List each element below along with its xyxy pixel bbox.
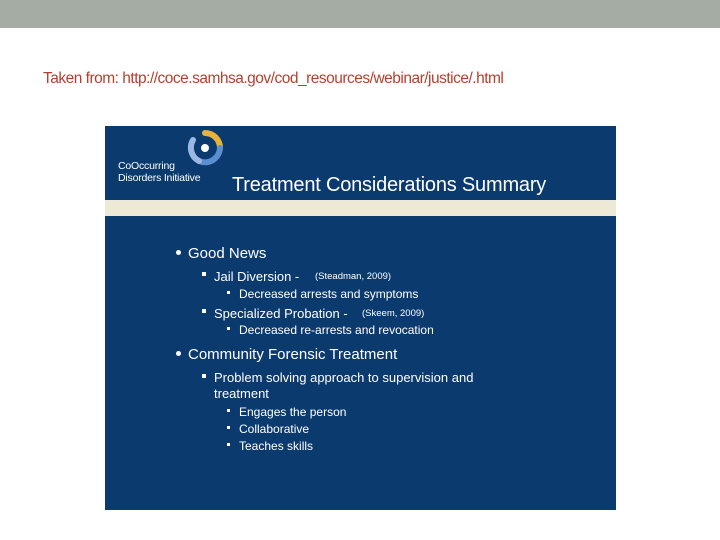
list-item-detail: Collaborative (239, 422, 310, 436)
bullet-square-small (227, 426, 230, 429)
source-caption: Taken from: http://coce.samhsa.gov/cod_resources/webinar/justice/.html (43, 70, 504, 87)
logo-line-2: Disorders Initiative (118, 172, 201, 184)
list-item-detail: Decreased re-arrests and revocation (239, 323, 434, 337)
list-item-detail: Decreased arrests and symptoms (239, 287, 419, 301)
slide-content (105, 216, 616, 510)
section-heading: Community Forensic Treatment (188, 346, 398, 363)
slide-header (105, 126, 616, 200)
citation: (Skeem, 2009) (362, 308, 425, 319)
top-bar (0, 0, 720, 28)
list-item-detail: Engages the person (239, 405, 347, 419)
bullet-square-small (227, 409, 230, 412)
bullet-square (202, 309, 206, 313)
list-item-label-continued: treatment (214, 386, 269, 401)
bullet-square (202, 272, 206, 276)
logo-text (118, 160, 200, 184)
slide-title: Treatment Considerations Summary (232, 174, 547, 196)
bullet-square (202, 374, 206, 378)
bullet-dot (176, 351, 181, 356)
section-heading: Good News (188, 245, 267, 262)
list-item-label: Problem solving approach to supervision and (214, 370, 474, 385)
slide (105, 126, 616, 510)
bullet-square-small (227, 327, 230, 330)
bullet-square-small (227, 443, 230, 446)
citation: (Steadman, 2009) (315, 271, 392, 282)
logo-line-1: CoOccurring (118, 160, 175, 172)
accent-band (105, 200, 616, 216)
list-item-label: Specialized Probation - (214, 306, 348, 321)
list-item-detail: Teaches skills (239, 439, 314, 453)
list-item-label: Jail Diversion - (214, 269, 300, 284)
bullet-dot (176, 250, 181, 255)
bullet-square-small (227, 291, 230, 294)
